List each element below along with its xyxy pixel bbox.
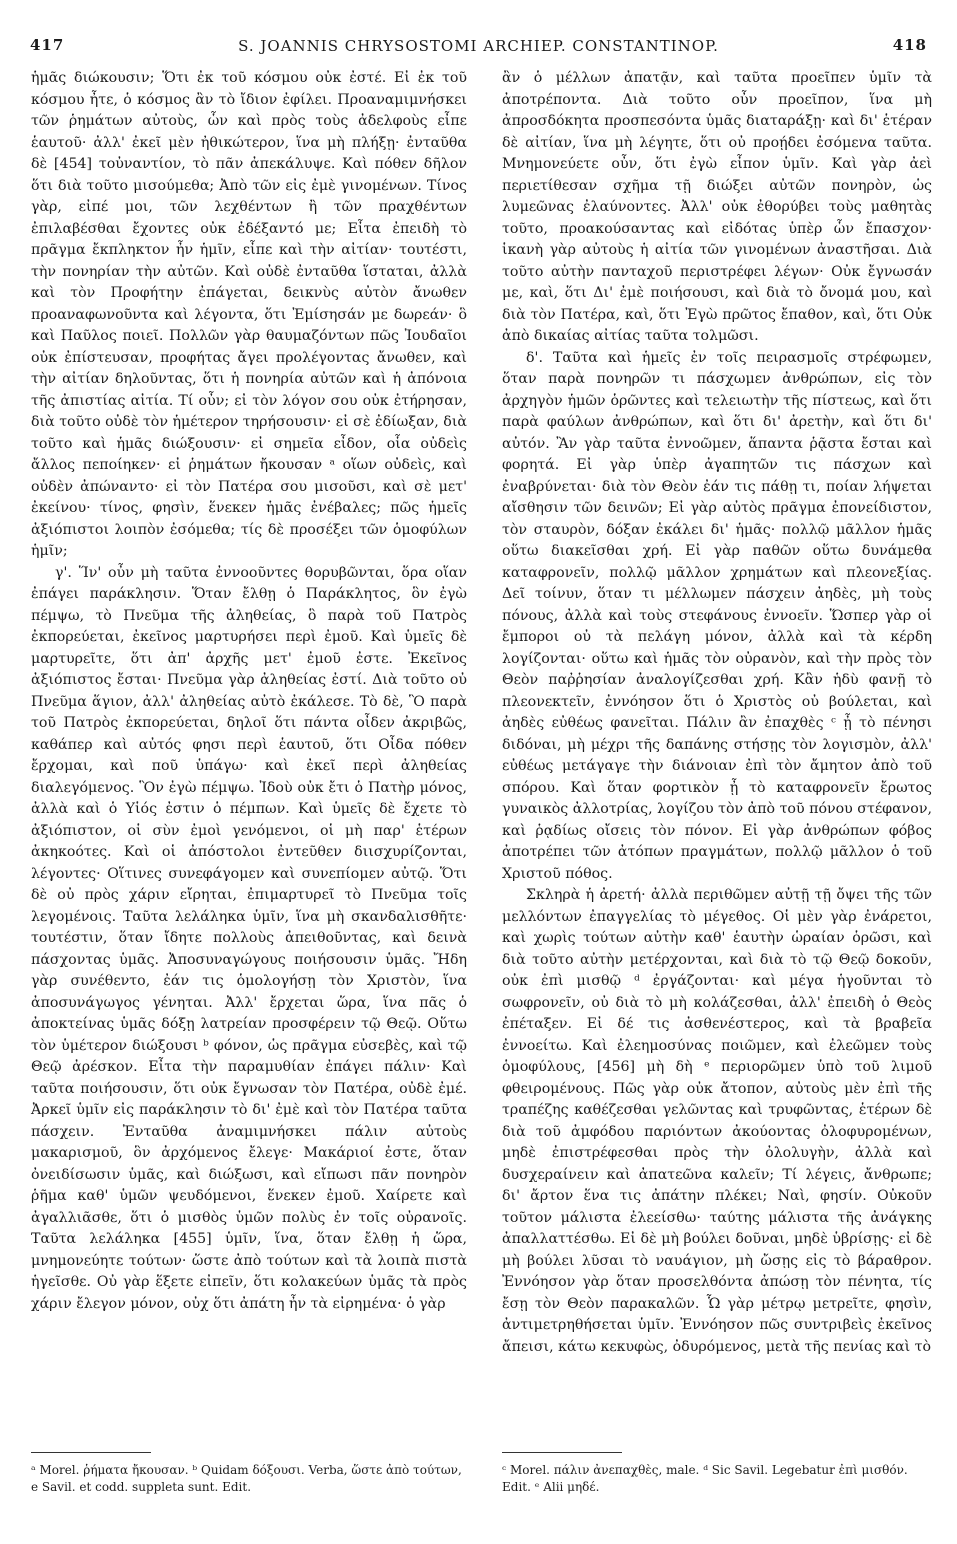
- footnote-rule-left: [31, 1452, 151, 1453]
- footnotes-left: ᵃ Morel. ῥήματα ἤκουσαν. ᵇ Quidam δόξουσι. Verba, ὥστε ἀπὸ τούτων, e Savil. et codd. suppleta sunt. Edit.: [31, 1463, 462, 1494]
- left-column: [31, 68, 467, 1315]
- right-column: [502, 68, 932, 1358]
- page-number-right: 418: [892, 36, 927, 54]
- right-paragraph-1: ἂν ὁ μέλλων ἀπατᾷν, καὶ ταῦτα προεῖπεν ὑμῖν τὰ ἀποτρέποντα. Διὰ τοῦτο οὖν προεῖπον, ἵνα μὴ ἀπροσδόκητα προσπεσόντα ὑμᾶς διαταράξῃ· καὶ δι' ἑτέραν δὲ αἰτίαν, ἵνα μὴ λέγητε, ὅτι οὐ προῄδει ἐσόμενα ταῦτα. Μνημονεύετε οὖν, ὅτι ἐγὼ εἶπον ὑμῖν. Καὶ γὰρ ἀεὶ περιετίθεσαν σχῆμα τῇ διώξει αὐτῶν πονηρὸν, ὡς λυμεῶνας ἐλαύνοντες. Ἀλλ' οὐκ ἐθορύβει τοὺς μαθητὰς τοῦτο, προακούσαντας καὶ εἰδότας ὑπὲρ ὧν ἔπασχον· ἱκανὴ γὰρ αὐτοὺς ἡ αἰτία τῶν γινομένων ἀναστῆσαι. Διὰ τοῦτο αὐτὴν πανταχοῦ περιστρέφει λέγων· Οὐκ ἔγνωσάν με, καὶ, ὅτι Δι' ἐμὲ ποιήσουσι, καὶ διὰ τὸ ὄνομά μου, καὶ διὰ τὸν Πατέρα, καὶ, ὅτι Ἐγὼ πρῶτος ἔπαθον, καὶ, ὅτι Οὐκ ἀπὸ δικαίας αἰτίας ταῦτα τολμῶσι.: [502, 70, 932, 344]
- right-paragraph-3: Σκληρὰ ἡ ἀρετή· ἀλλὰ περιθῶμεν αὐτῇ τῇ ὄψει τῆς τῶν μελλόντων ἐπαγγελίας τὸ μέγεθος. Οἱ μὲν γὰρ ἐνάρετοι, καὶ χωρὶς τούτων αὐτὴν καθ' ἑαυτὴν ὡραίαν ὁρῶσι, καὶ διὰ τοῦτο αὐτὴν μετέρχονται, καὶ διὰ τὸ τῷ Θεῷ δοκοῦν, οὐκ ἐπὶ μισθῷ ᵈ ἐργάζονται· καὶ μέγα ἡγοῦνται τὸ σωφρονεῖν, οὐ διὰ τὸ μὴ κολάζεσθαι, ἀλλ' ἐπειδὴ ὁ Θεὸς ἐπέταξεν. Εἰ δέ τις ἀσθενέστερος, καὶ τὰ βραβεῖα ἐννοείτω. Καὶ ἐλεημοσύνας ποιῶμεν, καὶ ἐλεῶμεν τοὺς ὁμοφύλους, [456] μὴ δὴ ᵉ περιορῶμεν ὑπὸ τοῦ λιμοῦ φθειρομένους. Πῶς γὰρ οὐκ ἄτοπον, αὐτοὺς μὲν ἐπὶ τῆς τραπέζης καθέζεσθαι γελῶντας καὶ τρυφῶντας, ἑτέρων δὲ διὰ τοῦ ἀμφόδου παριόντων ἀκούοντας ὀλοφυρομένων, μηδὲ ἐπιστρέφεσθαι πρὸς τὴν ὀλολυγὴν, ἀλλὰ καὶ δυσχεραίνειν καὶ ἀπατεῶνα καλεῖν; Τί λέγεις, ἄνθρωπε; δι' ἄρτον ἕνα τις ἀπάτην πλέκει; Ναὶ, φησίν. Οὐκοῦν τοῦτον μάλιστα ἐλεείσθω· ταύτης μάλιστα τῆς ἀνάγκης ἀπαλλαττέσθω. Εἰ δὲ μὴ βούλει δοῦναι, μηδὲ ὑβρίσῃς· εἰ δὲ μὴ βούλει λῦσαι τὸ ναυάγιον, μὴ ὤσῃς εἰς τὸ βάραθρον. Ἐννόησον γὰρ ὅταν προσελθόντα ἀπώσῃ τὸν πένητα, τίς ἔσῃ τὸν Θεὸν παρακαλῶν. Ὧ γὰρ μέτρῳ μετρεῖτε, φησὶν, ἀντιμετρηθήσεται ὑμῖν. Ἐννόησον πῶς συντριβεὶς ἐκεῖνος ἄπεισι, κάτω κεκυφὼς, ὀδυρόμενος, μετὰ τῆς πενίας καὶ τὸ: [502, 887, 932, 1355]
- footnote-rule-right: [502, 1452, 622, 1453]
- running-title: S. JOANNIS CHRYSOSTOMI ARCHIEP. CONSTANTINOP.: [238, 37, 719, 55]
- footnotes-right: ᶜ Morel. πάλιν ἀνεπαχθὲς, male. ᵈ Sic Savil. Legebatur ἐπὶ μισθόν. Edit. ᵉ Alii μηδέ.: [502, 1463, 908, 1494]
- right-paragraph-2: δ'. Ταῦτα καὶ ἡμεῖς ἐν τοῖς πειρασμοῖς στρέφωμεν, ὅταν παρὰ πονηρῶν τι πάσχωμεν ἀνθρώπων, εἰς τὸν ἀρχηγὸν ἡμῶν ὁρῶντες καὶ τελειωτὴν τῆς πίστεως, καὶ ὅτι παρὰ φαύλων ἀνθρώπων, καὶ ὅτι δι' ἀρετὴν, καὶ ὅτι δι' αὐτόν. Ἂν γὰρ ταῦτα ἐννοῶμεν, ἅπαντα ῥᾷστα ἔσται καὶ φορητά. Εἰ γὰρ ὑπὲρ ἀγαπητῶν τις πάσχων καὶ ἐναβρύνεται· διὰ τὸν Θεὸν ἐάν τις πάθῃ τι, ποίαν λήψεται αἴσθησιν τῶν δεινῶν; Εἰ γὰρ αὐτὸς πρᾶγμα ἐπονείδιστον, τὸν σταυρὸν, δόξαν ἐκάλει δι' ἡμᾶς· πολλῷ μᾶλλον ἡμᾶς οὕτω διακεῖσθαι χρή. Εἰ γὰρ παθῶν οὕτω δυνάμεθα καταφρονεῖν, πολλῷ μᾶλλον χρημάτων καὶ πλεονεξίας. Δεῖ τοίνυν, ὅταν τι μέλλωμεν πάσχειν ἀηδὲς, μὴ τοὺς πόνους, ἀλλὰ καὶ τοὺς στεφάνους ἐννοεῖν. Ὥσπερ γὰρ οἱ ἔμποροι οὐ τὰ πελάγη μόνον, ἀλλὰ καὶ τὰ κέρδη λογίζονται· οὕτω καὶ ἡμᾶς τὸν οὐρανὸν, καὶ τὴν πρὸς τὸν Θεὸν παῤῥησίαν ἀναλογίζεσθαι χρή. Κἂν ἡδὺ φανῇ τὸ πλεονεκτεῖν, ἐννόησον ὅτι ὁ Χριστὸς οὐ βούλεται, καὶ ἀηδὲς εὐθέως φανεῖται. Πάλιν ἂν ἐπαχθὲς ᶜ ᾖ τὸ πένησι διδόναι, μὴ μέχρι τῆς δαπάνης στήσῃς τὸν λογισμὸν, ἀλλ' εὐθέως μετάγαγε τὴν διάνοιαν ἐπὶ τὸν ἄμητον ἀπὸ τοῦ σπόρου. Καὶ ὅταν φορτικὸν ᾖ τὸ καταφρονεῖν ἔρωτος γυναικὸς ἀλλοτρίας, λογίζου τὸν ἀπὸ τοῦ πόνου στέφανον, καὶ ῥᾳδίως οἴσεις τὸν πόνον. Εἰ γὰρ ἀνθρώπων φόβος ἀποτρέπει τῶν ἀτόπων πραγμάτων, πολλῷ μᾶλλον ὁ τοῦ Χριστοῦ πόθος.: [502, 349, 932, 882]
- page-number-left: 417: [30, 36, 65, 54]
- running-header: [30, 36, 927, 60]
- left-paragraph-1: ἡμᾶς διώκουσιν; Ὅτι ἐκ τοῦ κόσμου οὐκ ἐστέ. Εἰ ἐκ τοῦ κόσμου ἦτε, ὁ κόσμος ἂν τὸ ἴδιον ἐφίλει. Προαναμιμνήσκει τῶν ῥημάτων αὐτοὺς, ὧν καὶ πρὸς τοὺς ἀδελφοὺς εἶπε ἑαυτοῦ· ἀλλ' ἐκεῖ μὲν ἠθικώτερον, ἵνα μὴ πλήξῃ· ἐνταῦθα δὲ [454] τοὐναντίον, τὸ πᾶν ἀπεκάλυψε. Καὶ πόθεν δῆλον ὅτι διὰ τοῦτο μισούμεθα; Ἀπὸ τῶν εἰς ἐμὲ γινομένων. Τίνος γὰρ, εἰπέ μοι, τῶν λεχθέντων ἢ τῶν πραχθέντων ἐπιλαβέσθαι ἔχοντες οὐκ ἐδέξαντό με; Εἶτα ἐπειδὴ τὸ πρᾶγμα ἔκπληκτον ἦν ἡμῖν, εἶπε καὶ τὴν αἰτίαν· τουτέστι, τὴν πονηρίαν τὴν αὐτῶν. Καὶ οὐδὲ ἐνταῦθα ἵσταται, ἀλλὰ καὶ τὸν Προφήτην ἐπάγεται, δεικνὺς αὐτὸν ἄνωθεν προαναφωνοῦντα καὶ λέγοντα, ὅτι Ἐμίσησάν με δωρεάν· ὃ καὶ Παῦλος ποιεῖ. Πολλῶν γὰρ θαυμαζόντων πῶς Ἰουδαῖοι οὐκ ἐπίστευσαν, προφήτας ἄγει προλέγοντας ἄνωθεν, καὶ τὴν αἰτίαν δηλοῦντας, ὅτι ἡ πονηρία αὐτῶν καὶ ἡ ἀπόνοια τῆς ἀπιστίας αἰτία. Τί οὖν; εἰ τὸν λόγον σου οὐκ ἐτήρησαν, διὰ τοῦτο οὐδὲ τὸν ἡμέτερον τηρήσουσιν· εἰ σὲ ἐδίωξαν, διὰ τοῦτο καὶ ἡμᾶς διώξουσιν· εἰ σημεῖα εἶδον, οἷα οὐδεὶς ἄλλος πεποίηκεν· εἰ ῥημάτων ἤκουσαν ᵃ οἵων οὐδεὶς, καὶ οὐδὲν ἀπώναντο· εἰ τὸν Πατέρα σου μισοῦσι, καὶ σὲ μετ' ἐκείνου· τίνος, φησὶν, ἕνεκεν ἡμᾶς ἐνέβαλες; πῶς ἡμεῖς ἀξιόπιστοι λοιπὸν ἐσόμεθα; τίς δὲ προσέξει τῶν ὁμοφύλων ἡμῖν;: [31, 70, 467, 559]
- left-paragraph-2: γ'. Ἵν' οὖν μὴ ταῦτα ἐννοοῦντες θορυβῶνται, ὅρα οἵαν ἐπάγει παράκλησιν. Ὅταν ἔλθῃ ὁ Παράκλητος, ὃν ἐγὼ πέμψω, τὸ Πνεῦμα τῆς ἀληθείας, ὃ παρὰ τοῦ Πατρὸς ἐκπορεύεται, ἐκεῖνος μαρτυρήσει περὶ ἐμοῦ. Καὶ ὑμεῖς δὲ μαρτυρεῖτε, ὅτι ἀπ' ἀρχῆς μετ' ἐμοῦ ἐστε. Ἐκεῖνος ἀξιόπιστος ἔσται· Πνεῦμα γὰρ ἀληθείας ἐστί. Διὰ τοῦτο οὐ Πνεῦμα ἅγιον, ἀλλ' ἀληθείας αὐτὸ ἐκάλεσε. Τὸ δὲ, Ὃ παρὰ τοῦ Πατρὸς ἐκπορεύεται, δηλοῖ ὅτι πάντα οἶδεν ἀκριβῶς, καθάπερ καὶ αὐτός φησι περὶ ἑαυτοῦ, ὅτι Οἶδα πόθεν ἔρχομαι, καὶ ποῦ ὑπάγω· καὶ ἐκεῖ περὶ ἀληθείας διαλεγόμενος. Ὃν ἐγὼ πέμψω. Ἰδοὺ οὐκ ἔτι ὁ Πατὴρ μόνος, ἀλλὰ καὶ ὁ Υἱός ἐστιν ὁ πέμπων. Καὶ ὑμεῖς δὲ ἔχετε τὸ ἀξιόπιστον, οἱ σὺν ἐμοὶ γενόμενοι, οἱ μὴ παρ' ἑτέρων ἀκηκοότες. Καὶ οἱ ἀπόστολοι ἐντεῦθεν διισχυρίζονται, λέγοντες· Οἵτινες συνεφάγομεν καὶ συνεπίομεν αὐτῷ. Ὅτι δὲ οὐ πρὸς χάριν εἴρηται, ἐπιμαρτυρεῖ τὸ Πνεῦμα τοῖς λεγομένοις. Ταῦτα λελάληκα ὑμῖν, ἵνα μὴ σκανδαλισθῆτε· τουτέστιν, ὅταν ἴδητε πολλοὺς ἀπειθοῦντας, καὶ δεινὰ πάσχοντας ὑμᾶς. Ἀποσυναγώγους ποιήσουσιν ὑμᾶς. Ἤδη γὰρ συνέθεντο, ἐάν τις ὁμολογήσῃ τὸν Χριστὸν, ἵνα ἀποσυνάγωγος γένηται. Ἀλλ' ἔρχεται ὥρα, ἵνα πᾶς ὁ ἀποκτείνας ὑμᾶς δόξῃ λατρείαν προσφέρειν τῷ Θεῷ. Οὕτω τὸν ὑμέτερον διώξουσι ᵇ φόνον, ὡς πρᾶγμα εὐσεβὲς, καὶ τῷ Θεῷ ἀρέσκον. Εἶτα τὴν παραμυθίαν ἐπάγει πάλιν· Καὶ ταῦτα ποιήσουσιν, ὅτι οὐκ ἔγνωσαν τὸν Πατέρα, οὐδὲ ἐμέ. Ἀρκεῖ ὑμῖν εἰς παράκλησιν τὸ δι' ἐμὲ καὶ τὸν Πατέρα ταῦτα πάσχειν. Ἐνταῦθα ἀναμιμνήσκει πάλιν αὐτοὺς μακαρισμοῦ, ὃν ἀρχόμενος ἔλεγε· Μακάριοί ἐστε, ὅταν ὀνειδίσωσιν ὑμᾶς, καὶ διώξωσι, καὶ εἴπωσι πᾶν πονηρὸν ῥῆμα καθ' ὑμῶν ψευδόμενοι, ἕνεκεν ἐμοῦ. Χαίρετε καὶ ἀγαλλιᾶσθε, ὅτι ὁ μισθὸς ὑμῶν πολὺς ἐν τοῖς οὐρανοῖς. Ταῦτα λελάληκα [455] ὑμῖν, ἵνα, ὅταν ἔλθῃ ἡ ὥρα, μνημονεύητε τούτων· ὥστε ἀπὸ τούτων καὶ τὰ λοιπὰ πιστὰ ἡγεῖσθε. Οὐ γὰρ ἕξετε εἰπεῖν, ὅτι κολακεύων ὑμᾶς τὰ πρὸς χάριν ἔλεγον μόνον, οὐχ ὅτι ἀπάτη ἦν τὰ εἰρημένα· ὁ γὰρ: [31, 564, 467, 1312]
